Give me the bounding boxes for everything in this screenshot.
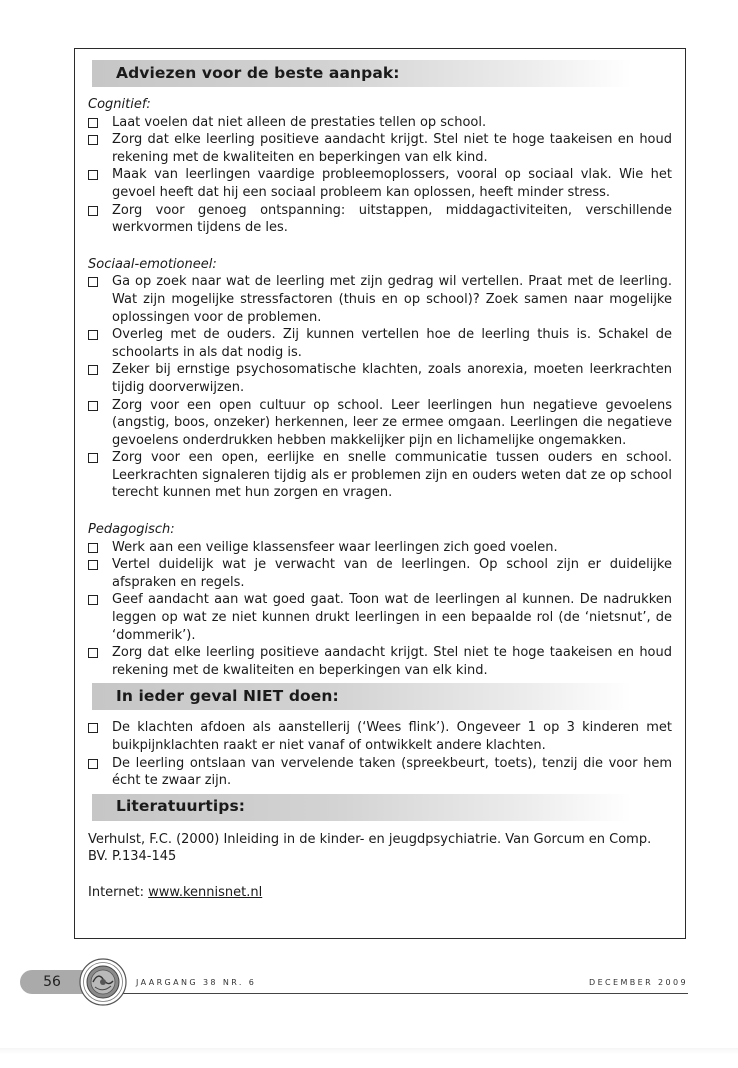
list-item: Vertel duidelijk wat je verwacht van de leerlingen. Op school zijn er duidelijke afspraken en regels. — [88, 556, 672, 591]
checkbox-icon — [88, 365, 98, 375]
checkbox-icon — [88, 135, 98, 145]
section-heading-niet-doen-text: In ieder geval NIET doen: — [116, 687, 339, 706]
subheading-cognitief: Cognitief: — [88, 97, 151, 112]
section-heading-adviezen — [92, 60, 632, 87]
page-number-tab — [20, 970, 84, 994]
section-heading-literatuurtips — [92, 794, 632, 821]
list-item: Zorg voor een open cultuur op school. Leer leerlingen hun negatieve gevoelens (angstig, boos, onzeker) herkennen, leer ze ermee omgaan. Leerlingen die negatieve gevoelens onderdrukken hebben makkelijker pijn en lichamelijke ongemakken. — [88, 397, 672, 450]
list-niet-doen — [88, 719, 672, 789]
internet-line — [88, 884, 672, 902]
footer-date: DECEMBER 2009 — [589, 978, 688, 987]
checkbox-icon — [88, 118, 98, 128]
section-heading-niet-doen — [92, 683, 632, 710]
list-item: Zorg dat elke leerling positieve aandacht krijgt. Stel niet te hoge taakeisen en houd rekening met de kwaliteiten en beperkingen van elk kind. — [88, 131, 672, 166]
checkbox-icon — [88, 170, 98, 180]
internet-label: Internet: — [88, 884, 149, 900]
list-cognitief — [88, 114, 672, 237]
checkbox-icon — [88, 560, 98, 570]
footer-rule — [122, 993, 688, 994]
checkbox-icon — [88, 453, 98, 463]
checkbox-icon — [88, 648, 98, 658]
list-item: Laat voelen dat niet alleen de prestaties tellen op school. — [88, 114, 672, 132]
checkbox-icon — [88, 206, 98, 216]
list-item: Zorg voor een open, eerlijke en snelle communicatie tussen ouders en school. Leerkrachten signaleren tijdig als er problemen zijn en ouders weten dat ze op school terecht kunnen met hun zorgen en vragen. — [88, 449, 672, 502]
subheading-pedagogisch: Pedagogisch: — [88, 522, 175, 538]
list-item: Zeker bij ernstige psychosomatische klachten, zoals anorexia, moeten leerkrachten tijdig doorverwijzen. — [88, 361, 672, 396]
page-edge-shadow — [0, 1048, 738, 1054]
list-item: Werk aan een veilige klassensfeer waar leerlingen zich goed voelen. — [88, 539, 672, 557]
section-heading-literatuurtips-text: Literatuurtips: — [116, 797, 246, 816]
list-sociaal-emotioneel — [88, 273, 672, 502]
subheading-sociaal-emotioneel: Sociaal-emotioneel: — [88, 256, 217, 272]
checkbox-icon — [88, 277, 98, 287]
article-body — [88, 60, 672, 902]
literature-reference: Verhulst, F.C. (2000) Inleiding in de kinder- en jeugdpsychiatrie. Van Gorcum en Comp. BV. P.134-145 — [88, 831, 652, 865]
list-item: Overleg met de ouders. Zij kunnen vertellen hoe de leerling thuis is. Schakel de schoolarts in als dat nodig is. — [88, 326, 672, 361]
list-item: Geef aandacht aan wat goed gaat. Toon wat de leerlingen al kunnen. De nadrukken leggen op wat ze niet kunnen drukt leerlingen in een bepaalde rol (de ‘nietsnut’, de ‘dommerik’). — [88, 591, 672, 644]
checkbox-icon — [88, 595, 98, 605]
list-item: Zorg voor genoeg ontspanning: uitstappen, middagactiviteiten, verschillende werkvormen tijdens de les. — [88, 202, 672, 237]
checkbox-icon — [88, 723, 98, 733]
section-heading-adviezen-text: Adviezen voor de beste aanpak: — [116, 63, 400, 82]
checkbox-icon — [88, 543, 98, 553]
page-number: 56 — [43, 974, 61, 990]
list-item: De leerling ontslaan van vervelende taken (spreekbeurt, toets), tenzij die voor hem écht te zwaar zijn. — [88, 755, 672, 790]
footer-issue: JAARGANG 38 NR. 6 — [136, 978, 257, 987]
checkbox-icon — [88, 401, 98, 411]
list-item: De klachten afdoen als aanstellerij (‘Wees flink’). Ongeveer 1 op 3 kinderen met buikpijnklachten raakt er niet vanaf of ontwikkelt andere klachten. — [88, 719, 672, 754]
list-item: Ga op zoek naar wat de leerling met zijn gedrag wil vertellen. Praat met de leerling. Wat zijn mogelijke stressfactoren (thuis en op school)? Zoek samen naar mogelijke oplossingen voor de problemen. — [88, 273, 672, 326]
journal-emblem-icon — [78, 957, 128, 1007]
checkbox-icon — [88, 759, 98, 769]
list-item: Maak van leerlingen vaardige probleemoplossers, vooral op sociaal vlak. Wie het gevoel heeft dat hij een sociaal probleem kan oplossen, heeft minder stress. — [88, 166, 672, 201]
checkbox-icon — [88, 330, 98, 340]
list-item: Zorg dat elke leerling positieve aandacht krijgt. Stel niet te hoge taakeisen en houd rekening met de kwaliteiten en beperkingen van elk kind. — [88, 644, 672, 679]
kennisnet-link[interactable]: www.kennisnet.nl — [148, 884, 263, 900]
list-pedagogisch — [88, 539, 672, 680]
